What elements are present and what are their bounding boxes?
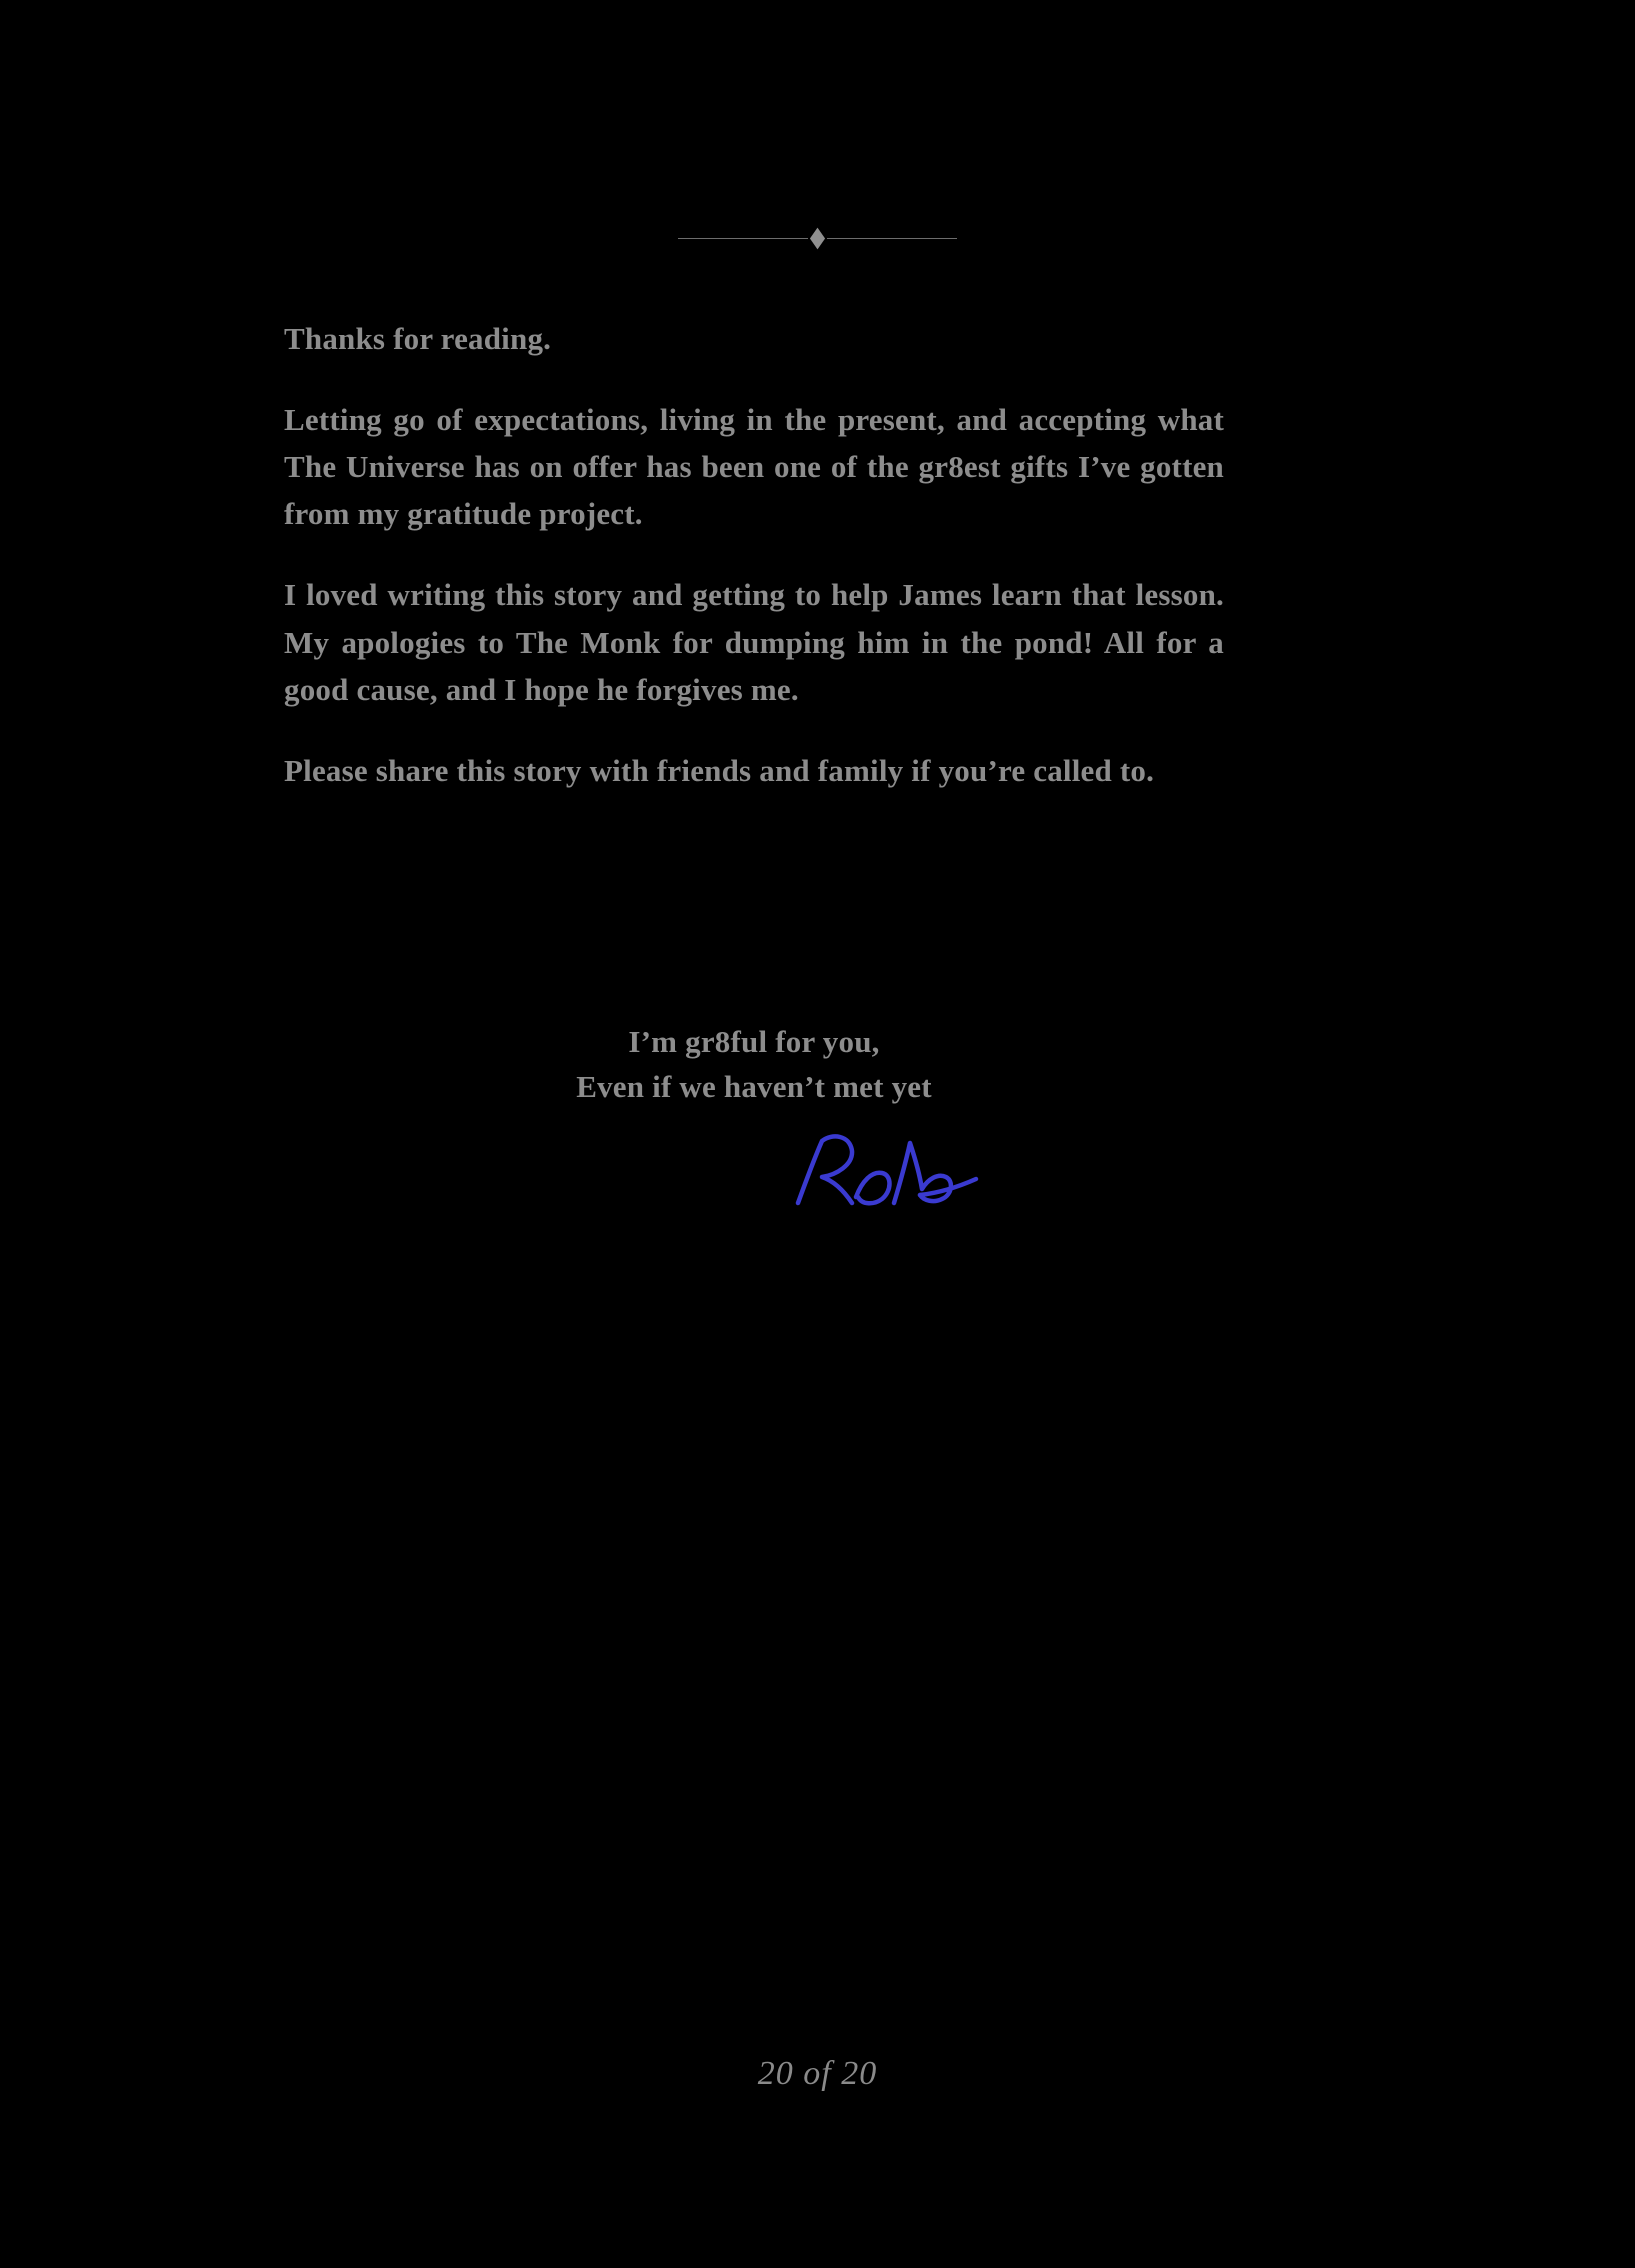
body-text [284, 315, 1224, 794]
paragraph-2: Letting go of expectations, living in the present, and accepting what The Universe has on offer has been one of the gr8est gifts I’ve gotten from my gratitude project. [284, 402, 1224, 532]
diamond-divider-icon [0, 232, 1635, 245]
divider-rule-left [678, 238, 808, 239]
paragraph-3: I loved writing this story and getting to help James learn that lesson. My apologies to The Monk for dumping him in the pond! All for a good cause, and I hope he forgives me. [284, 577, 1224, 707]
signoff-line-2: Even if we haven’t met yet [576, 1068, 932, 1104]
signoff-line-1: I’m gr8ful for you, [628, 1024, 880, 1059]
divider-diamond [810, 228, 825, 250]
page-number: 20 of 20 [757, 2055, 878, 2092]
signature-rob [770, 1125, 990, 1235]
signoff-block [284, 1020, 1224, 1110]
divider-rule-right [827, 238, 957, 239]
paragraph-1: Thanks for reading. [284, 321, 552, 356]
page-footer [0, 2055, 1635, 2093]
paragraph-4: Please share this story with friends and family if you’re called to. [284, 752, 1155, 788]
